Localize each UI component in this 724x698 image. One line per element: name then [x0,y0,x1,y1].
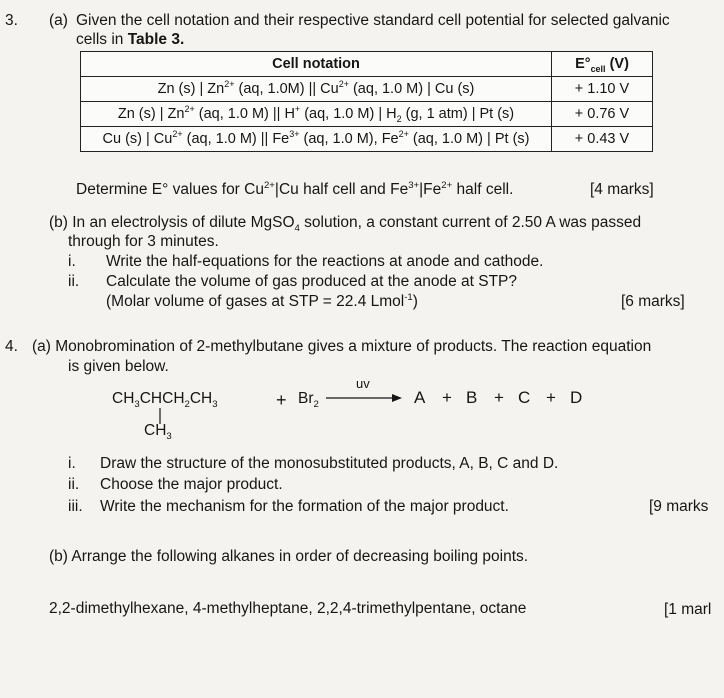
product-label: A [414,388,426,407]
molar-volume-note: (Molar volume of gases at STP = 22.4 Lmol$^{-1}$) [106,291,418,310]
question-text: (a) Monobromination of 2-methylbutane gives a mixture of products. The reaction equation [32,338,652,355]
part-b-text-cont: through for 3 minutes. [68,233,219,250]
table-cell-ecell: + 1.10 V [552,77,653,102]
cell-potential-table [80,51,653,152]
question-text [76,31,184,49]
subpart-number: i. [68,455,76,472]
subpart-number: ii. [68,273,80,290]
table-cell-notation: Zn (s) | $Zn^{2+}$ (aq, 1.0M) || $Cu^{2+}$ (aq, 1.0 M) | Cu (s) [81,77,552,102]
part-b-text: (b) In an electrolysis of dilute MgSO$_4$ solution, a constant current of 2.50 A was passed [49,214,642,235]
reaction-arrow [326,392,402,404]
plus-sign: + [494,388,504,407]
table-row [81,127,653,152]
table-reference: Table 3. [127,31,185,48]
part-b-text: (b) Arrange the following alkanes in order of decreasing boiling points. [49,548,529,565]
table-header-ecell: $E^\circ_{cell}$ (V) [552,52,653,77]
marks-label: [6 marks] [621,293,685,310]
marks-label: [4 marks] [590,181,654,198]
table-cell-ecell: + 0.43 V [552,127,653,152]
question-text-cont: is given below. [68,358,169,375]
subpart-text: Choose the major product. [100,476,283,493]
table-cell-ecell: + 0.76 V [552,102,653,127]
subpart-text: Calculate the volume of gas produced at the anode at STP? [106,273,518,290]
subpart-text: Write the half-equations for the reactions at anode and cathode. [106,253,544,270]
reaction-equation [112,376,652,444]
reaction-condition: uv [356,376,370,391]
branch-methyl: $CH_3$ [144,422,172,443]
marks-label: [1 marl [664,601,712,618]
table-header-notation: Cell notation [81,52,552,77]
subpart-number: ii. [68,476,80,493]
product-label: B [466,388,478,407]
determine-instruction: Determine E° values for $Cu^{2+}|Cu$ half cell and $Fe^{3+}|Fe^{2+}$ half cell. [76,179,514,198]
product-label: D [570,388,583,407]
alkane-list: 2,2-dimethylhexane, 4-methylheptane, 2,2,4-trimethylpentane, octane [49,600,527,617]
table-row [81,77,653,102]
marks-label: [9 marks [649,498,709,515]
plus-sign: + [442,388,452,407]
subpart-text: Write the mechanism for the formation of the major product. [100,498,509,515]
subpart-number: i. [68,253,76,270]
product-label: C [518,388,531,407]
subpart-number: iii. [68,498,83,515]
table-header-row [81,52,653,77]
question-text: Given the cell notation and their respective standard cell potential for selected galvanic [76,12,670,29]
table-row [81,102,653,127]
reagent-formula: $Br_2$ [298,390,319,411]
question-text-segment: cells in [76,31,128,48]
question-number: 4. [5,338,18,355]
table-cell-notation: Zn (s) | $Zn^{2+}$ (aq, 1.0 M) || H+ (aq, 1.0 M) | $H_2$ (g, 1 atm) | Pt (s) [81,102,552,127]
part-label: (a) [49,12,68,29]
table-cell-notation: Cu (s) | $Cu^{2+}$ (aq, 1.0 M) || $Fe^{3+}$ (aq, 1.0 M), $Fe^{2+}$ (aq, 1.0 M) | Pt (s) [81,127,552,152]
plus-sign: + [276,390,287,410]
reactant-formula: $CH_3CHCH_2CH_3$ [112,390,218,411]
question-number: 3. [5,12,18,29]
plus-sign: + [546,388,556,407]
subpart-text: Draw the structure of the monosubstituted products, A, B, C and D. [100,455,559,472]
